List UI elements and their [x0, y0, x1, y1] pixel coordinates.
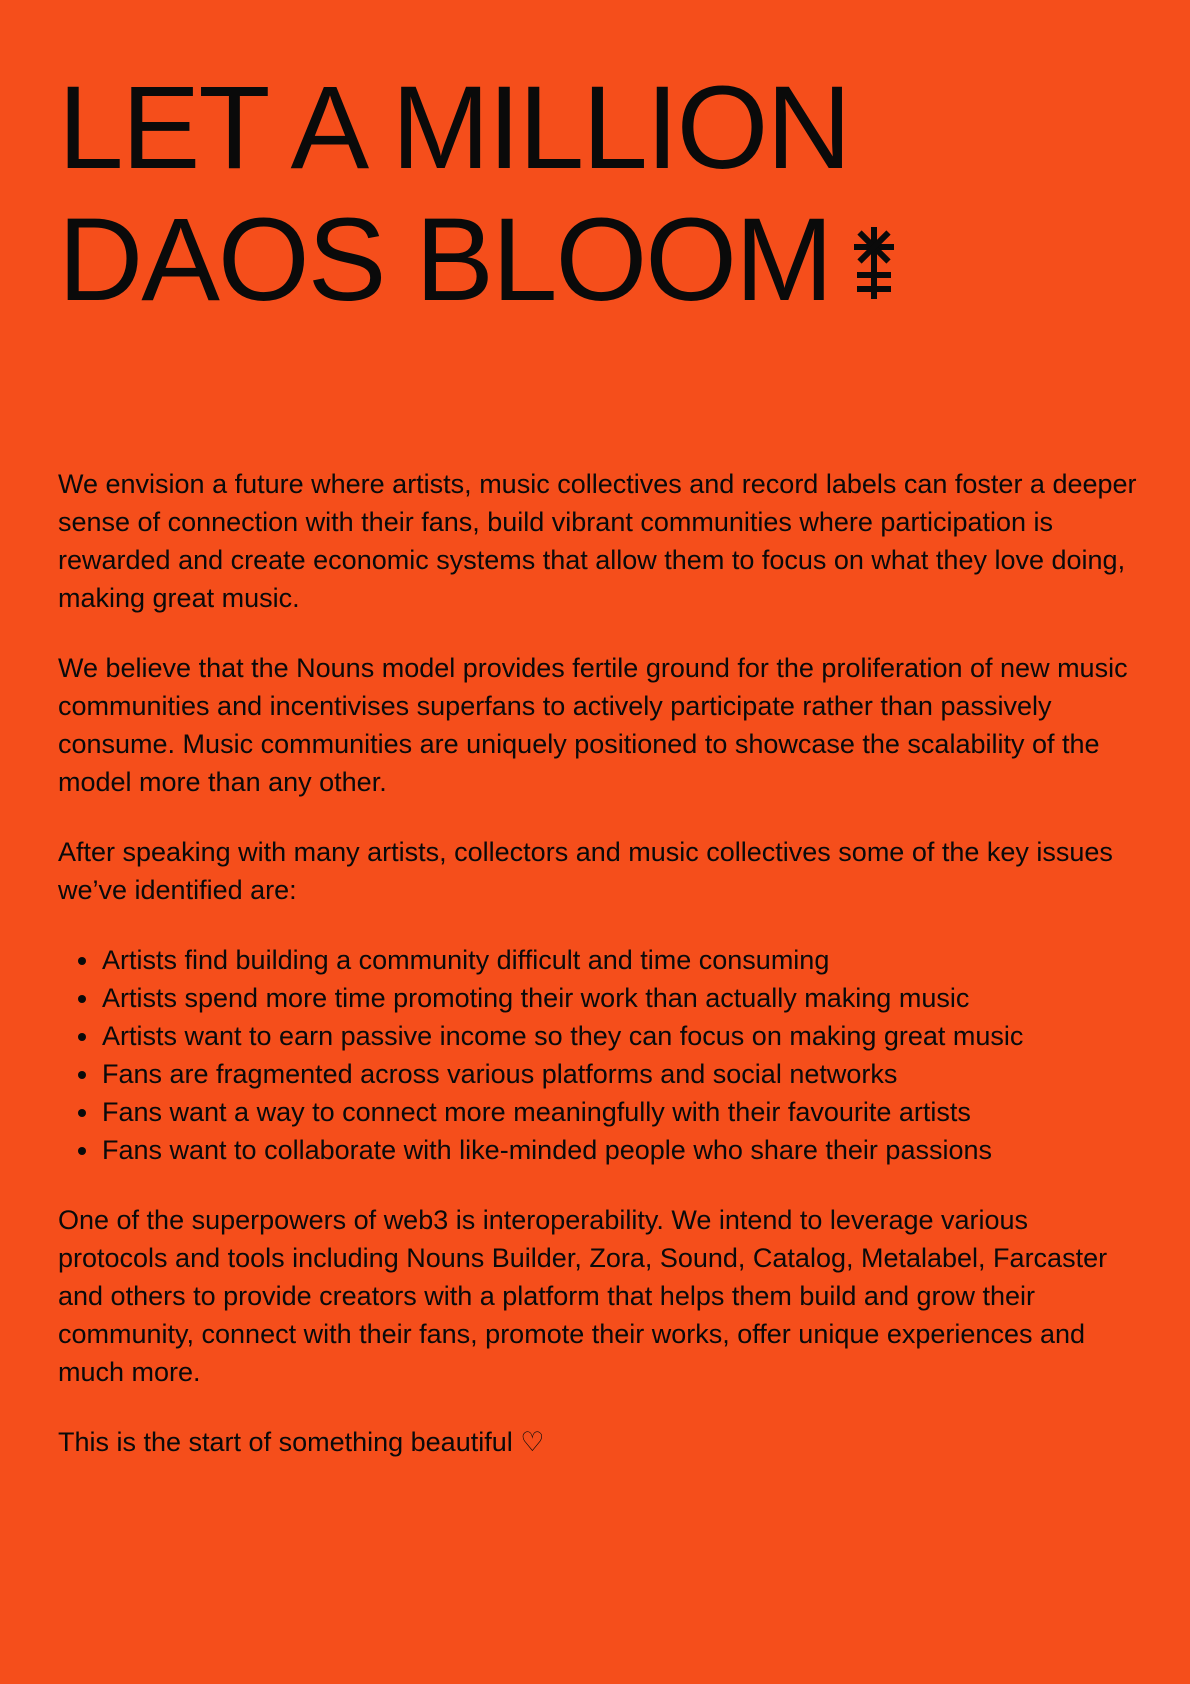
headline	[58, 62, 1132, 335]
asterisk-cross-icon	[849, 195, 899, 327]
belief-paragraph: We believe that the Nouns model provides fertile ground for the proliferation of new music communities and incentivises superfans to actively participate rather than passively consume. Music communities are uniquely positioned to showcase the scalability of the model more than any other.	[58, 652, 1128, 797]
list-item: Artists want to earn passive income so they can focus on making great music	[102, 1017, 1138, 1055]
interoperability-paragraph: One of the superpowers of web3 is interoperability. We intend to leverage various protocols and tools including Nouns Builder, Zora, Sound, Catalog, Metalabel, Farcaster and others to provide creators with a platform that helps them build and grow their community, connect with their fans, promote their works, offer unique experiences and much more.	[58, 1204, 1108, 1387]
closing-line: This is the start of something beautiful ♡	[58, 1426, 545, 1457]
list-item: Fans are fragmented across various platforms and social networks	[102, 1055, 1138, 1093]
vision-paragraph: We envision a future where artists, music collectives and record labels can foster a deeper sense of connection with their fans, build vibrant communities where participation is rewarded and create economic systems that allow them to focus on what they love doing, making great music.	[58, 468, 1137, 613]
headline-line-2-wrap	[58, 194, 1132, 335]
headline-line-1: LET A MILLION	[58, 62, 850, 194]
list-item: Artists find building a community difficult and time consuming	[102, 941, 1138, 979]
list-item: Fans want to collaborate with like-minded people who share their passions	[102, 1131, 1138, 1169]
list-item: Artists spend more time promoting their work than actually making music	[102, 979, 1138, 1017]
issues-intro-paragraph: After speaking with many artists, collectors and music collectives some of the key issues we’ve identified are:	[58, 836, 1113, 905]
headline-line-2: DAOS BLOOM	[58, 194, 832, 326]
issues-list	[58, 941, 1138, 1169]
list-item: Fans want a way to connect more meaningfully with their favourite artists	[102, 1093, 1138, 1131]
manifesto-body	[58, 465, 1138, 1461]
